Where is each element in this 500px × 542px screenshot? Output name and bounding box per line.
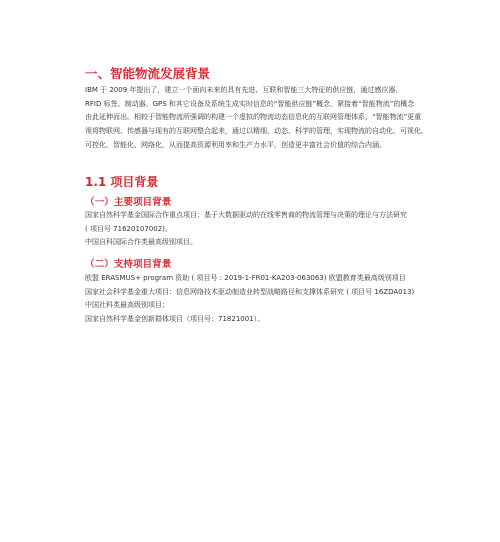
section-title: 一、智能物流发展背景: [85, 66, 211, 81]
main-project-heading: （一）主要项目背景: [85, 197, 172, 208]
intro-line: 由此延伸而出。相较于智能物流所强调的构建一个虚拟的物流动态信息化的互联网管理体系，“智能物流”更重: [85, 113, 422, 122]
main-project-line: 国家自然科学基金国际合作重点项目：基于大数据驱动的在线零售商的物流管理与决策的理论与方法研究: [85, 211, 407, 219]
intro-line: RFID 标签、制动器、GPS 和其它设备及系统生成实时信息的“智能供应链”概念，紧接着“智能物流”的概念: [85, 99, 415, 108]
main-project-paragraph: [85, 209, 425, 250]
main-project-line: ( 项目号 71620107002)。: [85, 224, 172, 233]
subsection-title: 1.1 项目背景: [85, 175, 159, 189]
intro-paragraph: [85, 84, 428, 153]
support-project-paragraph: [85, 272, 425, 327]
intro-line: IBM 于 2009 年提出了，建立一个面向未来的具有先进、互联和智能三大特征的供应链，通过感应器、: [85, 86, 403, 94]
support-project-line: 国家社会科学基金重大项目：信息网络技术驱动制造业转型战略路径和支撑体系研究 ( 项目号 16ZDA013): [85, 287, 415, 296]
intro-line: 可控化、智能化、网络化，从而提高资源利用率和生产力水平，创造更丰富社会价值的综合内涵。: [85, 140, 386, 149]
support-project-heading: （二）支持项目背景: [85, 259, 172, 270]
support-project-line: 国家自然科学基金创新群体项目（项目号：71821001）。: [85, 315, 265, 324]
support-project-line: 中国社科类最高级别项目；: [85, 301, 169, 310]
main-project-line: 中国自科国际合作类最高级别项目。: [85, 238, 197, 247]
support-project-line: 欧盟 ERASMUS+ program 资助 ( 项目号 : 2019-1-FR01-KA203-063063) 欧盟教育类最高级别项目: [85, 274, 406, 282]
intro-line: 视将物联网、传感器与现有的互联网整合起来，通过以精细、动态、科学的管理，实现物流的自动化、可视化、: [85, 127, 428, 136]
